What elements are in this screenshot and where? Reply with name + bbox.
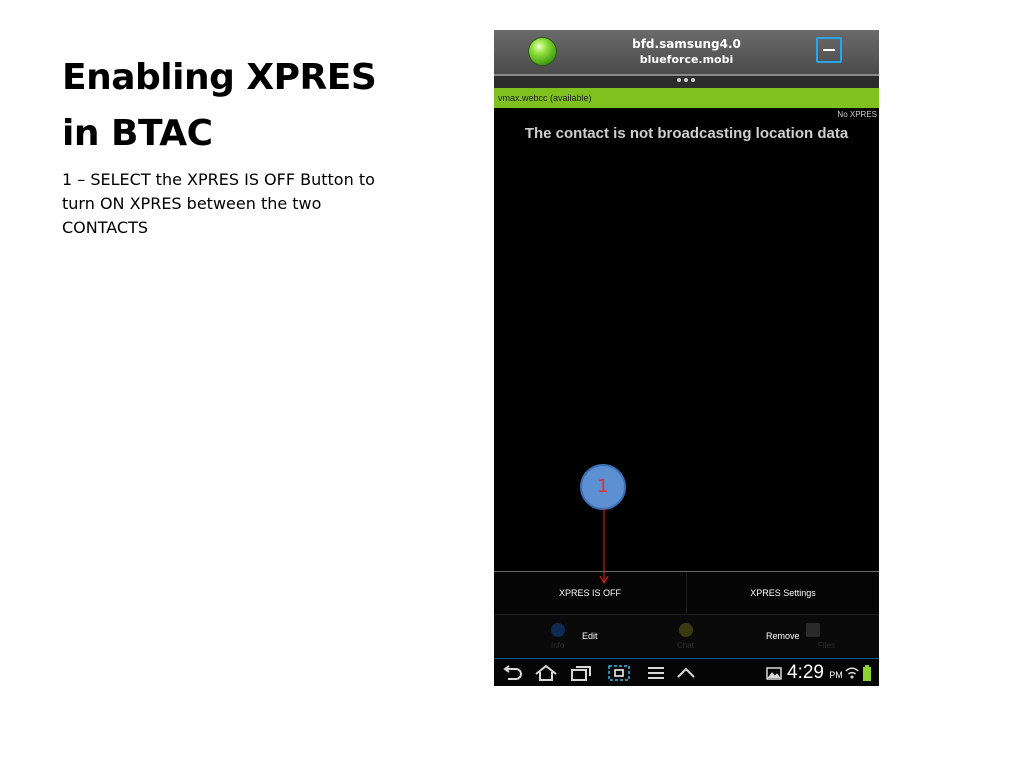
edit-button[interactable]: Edit [582,631,598,641]
remove-button[interactable]: Remove [766,631,800,641]
xpres-is-off-button[interactable]: XPRES IS OFF [494,572,687,614]
slide-title-line2: in BTAC [62,113,213,154]
android-system-bar [494,658,879,686]
menu-icon[interactable] [646,665,666,681]
slide-title [62,50,442,162]
context-menu-row-2 [494,614,879,657]
header-divider [494,74,879,88]
chevron-up-icon[interactable] [676,665,696,681]
wifi-icon [845,665,859,681]
minimize-button[interactable] [816,37,842,63]
gallery-notification-icon [766,665,782,681]
back-icon[interactable] [502,665,522,681]
recent-apps-icon[interactable] [570,665,592,681]
contact-status-bar: vmax.webcc (available) [494,88,879,108]
slide-title-line1: Enabling XPRES [62,57,377,98]
screenshot-icon[interactable] [608,665,630,681]
files-icon [806,623,820,637]
annotation-arrow [598,508,610,586]
system-clock [787,662,843,686]
phone-screenshot [494,30,879,686]
slide-instruction-text: 1 – SELECT the XPRES IS OFF Button to turn ON XPRES between the two CONTACTS [62,170,375,237]
chat-icon [679,623,693,637]
more-dots-icon[interactable] [677,78,697,86]
ghost-info-label: Info [551,641,565,650]
info-icon [551,623,565,637]
clock-time: 4:29 [787,662,824,683]
location-message: The contact is not broadcasting location data [524,125,849,142]
clock-ampm: PM [829,670,843,680]
context-menu-row-1 [494,571,879,614]
header-domain: blueforce.mobi [639,53,734,66]
home-icon[interactable] [534,665,558,681]
xpres-settings-button[interactable]: XPRES Settings [750,588,816,598]
ghost-files-label: Files [818,641,835,650]
battery-icon [862,665,872,681]
header-device-name: bfd.samsung4.0 [632,37,741,51]
ghost-chat-label: Chat [677,641,694,650]
annotation-step-marker: 1 [580,464,626,510]
app-header [494,30,879,74]
no-xpres-label: No XPRES [837,110,877,119]
